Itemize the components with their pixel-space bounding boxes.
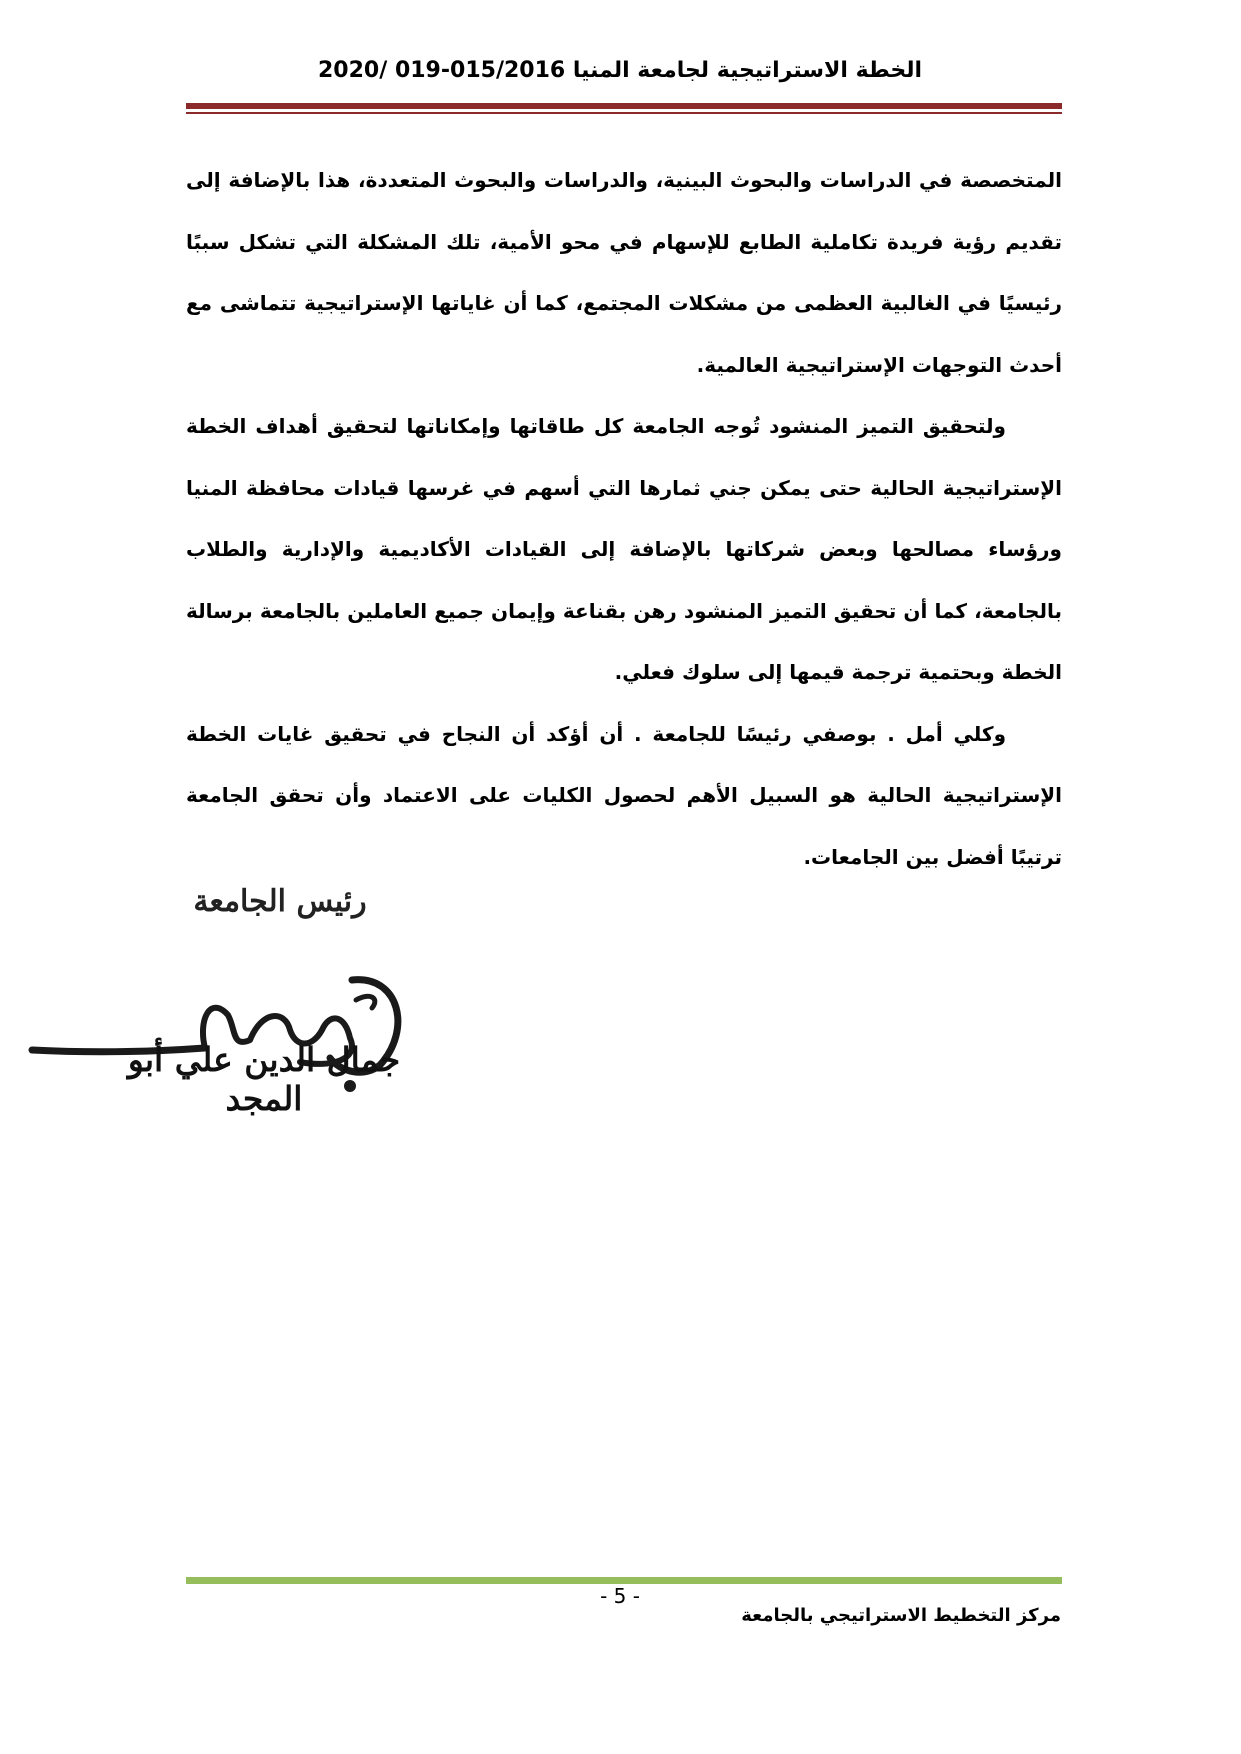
- signatory-name: جمال الدين علي أبو المجد: [127, 1040, 401, 1118]
- footer-rule: [186, 1577, 1062, 1584]
- document-header-title: الخطة الاستراتيجية لجامعة المنيا 015/2016-019 /2020: [318, 58, 922, 83]
- body-paragraph-1: المتخصصة في الدراسات والبحوث البينية، والدراسات والبحوث المتعددة، هذا بالإضافة إلى تقديم رؤية فريدة تكاملية الطابع للإسهام في محو الأمية، تلك المشكلة التي تشكل سببًا رئيسيًا في الغالبية العظمى من مشكلات المجتمع، كما أن غاياتها الإستراتيجية تتماشى مع أحدث التوجهات الإستراتيجية العالمية.: [186, 168, 1062, 377]
- signature-title: رئيس الجامعة: [193, 884, 367, 919]
- header-rule-thin: [186, 112, 1062, 114]
- signature-stroke-flick: [356, 996, 375, 1008]
- body-paragraph-2: ولتحقيق التميز المنشود تُوجه الجامعة كل طاقاتها وإمكاناتها لتحقيق أهداف الخطة الإستراتيجية الحالية حتى يمكن جني ثمارها التي أسهم في غرسها قيادات محافظة المنيا ورؤساء مصالحها وبعض شركاتها بالإضافة إلى القيادات الأكاديمية والإدارية والطلاب بالجامعة، كما أن تحقيق التميز المنشود رهن بقناعة وإيمان جميع العاملين بالجامعة برسالة الخطة وبحتمية ترجمة قيمها إلى سلوك فعلي.: [186, 414, 1062, 684]
- body-paragraph-3: وكلي أمل . بوصفي رئيسًا للجامعة . أن أؤكد أن النجاح في تحقيق غايات الخطة الإستراتيجية الحالية هو السبيل الأهم لحصول الكليات على الاعتماد وأن تحقق الجامعة ترتيبًا أفضل بين الجامعات.: [186, 721, 1062, 869]
- page-number: - 5 -: [600, 1584, 640, 1608]
- header-rule-thick: [186, 103, 1062, 109]
- document-body: [186, 150, 1062, 888]
- footer-center-name: مركز التخطيط الاستراتيجي بالجامعة: [741, 1605, 1061, 1626]
